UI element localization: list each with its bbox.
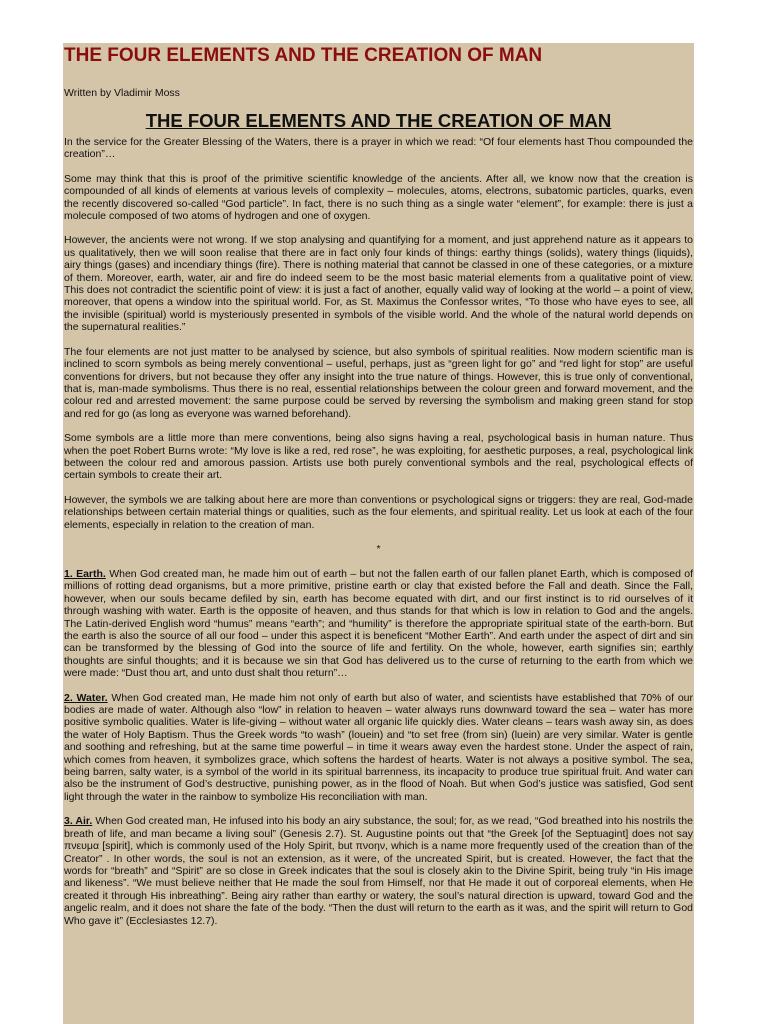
section-text: When God created man, He made him not only of earth but also of water, and scientists have established that 70% of our bodies are made of water. Although also “low” in relation to heaven – water always runs downward toward the sea – water has more positive symbolic qualities. Water is life-giving – without water all organic life quickly dies. Water cleans – tears wash away sin, as does the water of Holy Baptism. Thus the Greek words “to wash” (louein) and “to set free (from sin) (luein) are very similar. Water is gentle and soothing and refreshing, but at the same time powerful – in time it wears away even the hardest stone. Under the aspect of rain, which comes from heaven, it symbolizes grace, which softens the hardest of hearts. Water is not always a positive symbol. The sea, being barren, salty water, is a symbol of the world in its spiritual barrenness, its incapacity to produce true spiritual fruit. And water can also be the instrument of God’s destructive, punishing power, as in the flood of Noah. But when God’s justice was satisfied, God sent light through the water in the rainbow to symbolize His reconciliation with man. — [64, 691, 693, 803]
document-page — [63, 43, 694, 1024]
section-text: When God created man, he made him out of earth – but not the fallen earth of our fallen planet Earth, which is composed of millions of rotting dead organisms, but a more primitive, pristine earth or clay that existed before the Fall and death. Since the Fall, however, when our souls became defiled by sin, earth has become equated with dirt, and our first instinct is to rid ourselves of it through washing with water. Earth is the opposite of heaven, and thus stands for that which is low in relation to God and the angels. The Latin-derived English word “humus” means “earth”; and “humility” is therefore the appropriate spiritual state of the earth-born. But the earth is also the source of all our food – under this aspect it is beneficent “Mother Earth”. And earth under the aspect of dirt and sin can be transformed by the blessing of God into the source of life and fertility. On the whole, however, earth signifies sin; earthly thoughts are sinful thoughts; and it is because we sin that God has delivered us to the curse of returning to the earth from which we were made: “Dust thou art, and unto dust shalt thou return”… — [64, 567, 694, 680]
section-air — [64, 815, 693, 927]
article-heading: THE FOUR ELEMENTS AND THE CREATION OF MAN — [145, 110, 612, 131]
paragraph: Some symbols are a little more than mere conventions, being also signs having a real, psychological basis in human nature. Thus when the poet Robert Burns wrote: “My love is like a red, red rose”, he was exploiting, for aesthetic purposes, a real, psychological link between the colour red and amorous passion. Artists use both purely conventional symbols and the real, psychological effects of certain symbols to create their art. — [64, 432, 693, 482]
author-line: Written by Vladimir Moss — [64, 87, 180, 99]
section-text: When God created man, He infused into his body an airy substance, the soul; for, as we read, “God breathed into his nostrils the breath of life, and man became a living soul” (Genesis 2.7). St. Augustine points out that “the Greek [of the Septuagint] does not say πνευμα [spirit], which is commonly used of the Holy Spirit, but πνοην, which is a name more frequently used of the creation than of the Creator” . In other words, the soul is not an extension, as it were, of the uncreated Spirit, but is created. However, the fact that the words for “breath” and “Spirit” are so close in Greek indicates that the soul is closely akin to the Divine Spirit, being truly “in His image and likeness”. “We must believe neither that He made the soul from Himself, nor that He made it out of corporeal elements, when He created it through His inbreathing”. Being airy rather than earthy or watery, the soul’s natural direction is upward, toward God and the angelic realm, and it does not share the fate of the body. “Then the dust will return to the earth as it was, and the spirit will return to God Who gave it” (Ecclesiastes 12.7). — [64, 815, 693, 927]
section-separator: * — [376, 542, 381, 555]
paragraph: Some may think that this is proof of the primitive scientific knowledge of the ancients. After all, we know now that the creation is compounded of all kinds of elements at various levels of complexity – molecules, atoms, electrons, subatomic particles, quarks, even the recently discovered so-called “God particle”. In fact, there is no such thing as a single water “element”, for example: there is just a molecule composed of two atoms of hydrogen and one of oxygen. — [64, 172, 693, 223]
section-label: 3. Air. — [64, 815, 93, 828]
document-title: THE FOUR ELEMENTS AND THE CREATION OF MAN — [64, 45, 543, 66]
document-body — [63, 43, 694, 927]
section-earth — [64, 568, 693, 680]
paragraph: The four elements are not just matter to be analysed by science, but also symbols of spiritual realities. Now modern scientific man is inclined to scorn symbols as being merely conventional – useful, perhaps, just as “green light for go” and “red light for stop” are useful conventions for drivers, but not because they offer any insight into the true nature of things. However, this is true only of conventional, that is, man-made symbolisms. Thus there is no real, essential relationships between the colour green and forward movement, and the colour red and arrested movement: the same purpose could be served by reversing the symbolism and making green stand for stop and red for go (as long as everyone was warned beforehand). — [64, 345, 693, 420]
paragraph: In the service for the Greater Blessing of the Waters, there is a prayer in which we read: “Of four elements hast Thou compounded the creation”… — [64, 136, 693, 161]
section-label: 2. Water. — [64, 691, 108, 704]
paragraph: However, the ancients were not wrong. If we stop analysing and quantifying for a moment, and just apprehend nature as it appears to us qualitatively, then we will soon realise that there are in fact only four kinds of things: earthy things (solids), watery things (liquids), airy things (gases) and incendiary things (fire). There is nothing material that cannot be classed in one of these categories, or a mixture of them. Moreover, earth, water, air and fire do indeed seem to be the most basic material elements from a qualitative point of view. This does not contradict the scientific point of view: it is just a fact of another, equally valid way of looking at the world – a point of view, moreover, that opens a window into the spiritual world. For, as St. Maximus the Confessor writes, “To those who have eyes to see, all the invisible (spiritual) world is mysteriously presented in symbols of the visible world. And the whole of the natural world depends on the supernatural realities.” — [64, 234, 693, 334]
paragraph: However, the symbols we are talking about here are more than conventions or psychological signs or triggers: they are real, God-made relationships between certain material things or qualities, such as the four elements, and spiritual reality. Let us look at each of the four elements, especially in relation to the creation of man. — [64, 493, 693, 531]
section-label: 1. Earth. — [64, 567, 106, 580]
section-water — [64, 692, 693, 804]
